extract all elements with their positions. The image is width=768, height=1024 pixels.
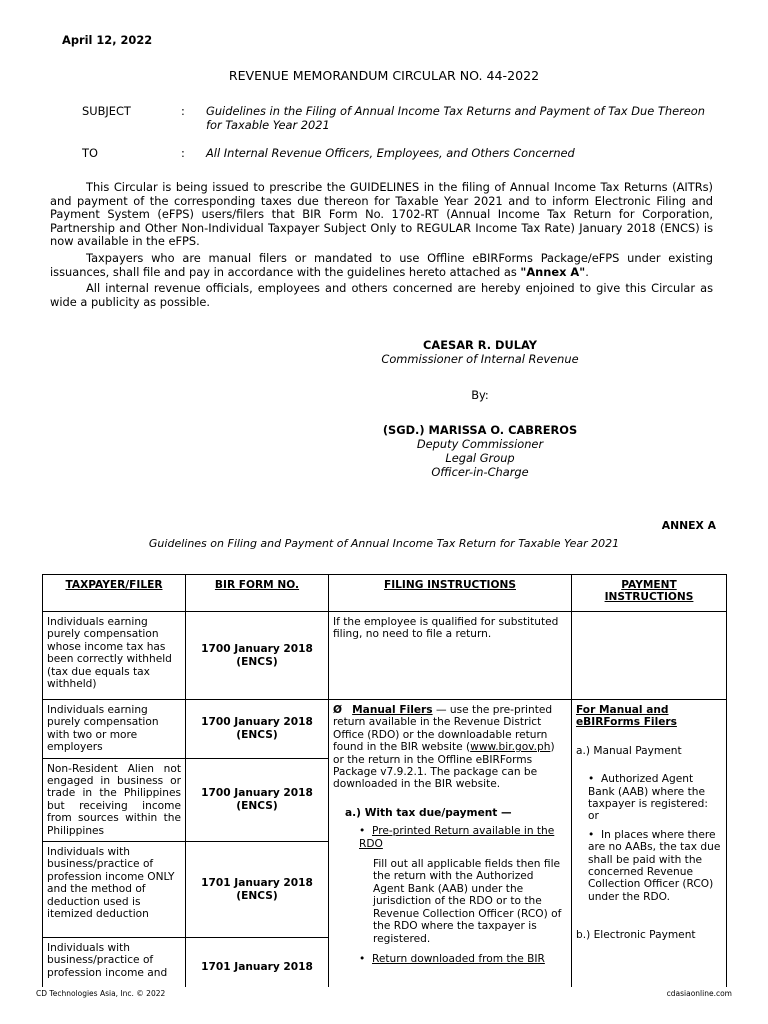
- subject-colon: :: [181, 104, 185, 118]
- commissioner-title: Commissioner of Internal Revenue: [381, 352, 579, 366]
- manual-filers-heading: Manual Filers: [352, 704, 433, 716]
- filing-cell: If the employee is qualified for substituted filing, no need to file a return.: [329, 612, 572, 700]
- footer-copyright: CD Technologies Asia, Inc. © 2022: [36, 989, 166, 998]
- payment-instructions-cell: [572, 700, 727, 988]
- bullet-icon: •: [588, 773, 595, 786]
- electronic-payment: b.) Electronic Payment: [576, 929, 696, 942]
- paragraph-2: [50, 252, 713, 279]
- to-colon: :: [181, 146, 185, 160]
- commissioner-name: CAESAR R. DULAY: [423, 338, 537, 352]
- manual-filers-item: [333, 704, 567, 791]
- to-value: All Internal Revenue Officers, Employees, and Others Concerned: [206, 146, 575, 160]
- payment-item-aab: [576, 773, 722, 823]
- filer-cell: Non-Resident Alien not engaged in business or trade in the Philippines but receiving income from sources within the Philippines: [43, 758, 186, 841]
- bullet-icon: •: [359, 952, 366, 965]
- document-date: April 12, 2022: [62, 33, 153, 47]
- subject-label: SUBJECT: [82, 104, 131, 118]
- payment-item-rco-text: In places where there are no AABs, the tax due shall be paid with the concerned Revenue Collection Officer (RCO) under the RDO.: [588, 828, 721, 903]
- table-row: [43, 612, 727, 700]
- with-tax-due-heading: a.) With tax due/payment —: [345, 806, 512, 819]
- annex-title: Guidelines on Filing and Payment of Annual Income Tax Return for Taxable Year 2021: [148, 537, 620, 550]
- deputy-signature: [340, 423, 620, 479]
- form-cell: 1700 January 2018 (ENCS): [186, 758, 329, 841]
- deputy-title-2: Legal Group: [445, 451, 515, 465]
- guidelines-table: [42, 574, 727, 987]
- payment-item-rco: [576, 829, 722, 903]
- preprinted-heading: Pre-printed Return available in the RDO: [359, 825, 555, 850]
- payment-cell: [572, 612, 727, 700]
- deputy-title-3: Officer-in-Charge: [431, 465, 529, 479]
- filer-cell: Individuals with business/practice of profession income ONLY and the method of deduction used is itemized deduction: [43, 842, 186, 938]
- preprinted-text: Fill out all applicable fields then file the return with the Authorized Agent Bank (AAB) under the jurisdiction of the RDO or to the Revenue Collection Officer (RCO) of the RDO where the taxpayer is registered.: [373, 858, 562, 945]
- bullet-icon: •: [359, 825, 366, 838]
- bullet-icon: •: [588, 828, 595, 841]
- header-taxpayer: TAXPAYER/FILER: [43, 575, 186, 612]
- to-label: TO: [82, 146, 98, 160]
- downloaded-item: [333, 953, 567, 965]
- filer-cell: Individuals earning purely compensation with two or more employers: [43, 700, 186, 759]
- header-form: BIR FORM NO.: [186, 575, 329, 612]
- form-cell: 1700 January 2018 (ENCS): [186, 700, 329, 759]
- table-row: [43, 700, 727, 759]
- paragraph-2-text: Taxpayers who are manual filers or mandated to use Offline eBIRForms Package/eFPS under existing issuances, shall file and pay in accordance with the guidelines hereto attached as: [50, 250, 713, 279]
- form-cell: 1701 January 2018 (ENCS): [186, 842, 329, 938]
- footer-site: cdasiaonline.com: [666, 989, 732, 998]
- body-text: [50, 181, 713, 309]
- payment-item-aab-text: Authorized Agent Bank (AAB) where the taxpayer is registered: or: [588, 773, 708, 823]
- paragraph-2-end: .: [585, 264, 589, 279]
- manual-filers-text: — use the pre-printed return available in the Revenue District Office (RDO) or the downloadable return found in the BIR website (: [333, 704, 553, 754]
- circular-title: REVENUE MEMORANDUM CIRCULAR NO. 44-2022: [228, 68, 540, 83]
- subject-value: Guidelines in the Filing of Annual Income Tax Returns and Payment of Tax Due Thereon for Taxable Year 2021: [206, 104, 705, 132]
- commissioner-signature: [340, 338, 620, 366]
- form-cell: 1700 January 2018 (ENCS): [186, 612, 329, 700]
- header-payment: PAYMENT INSTRUCTIONS: [572, 575, 727, 612]
- filer-cell: Individuals earning purely compensation whose income tax has been correctly withheld (tax due equals tax withheld): [43, 612, 186, 700]
- manual-filers-text-2: ) or the return in the Offline eBIRForms Package v7.9.2.1. The package can be downloaded in the BIR website.: [333, 741, 555, 791]
- annex-reference: "Annex A": [520, 264, 586, 279]
- payment-heading: For Manual and eBIRForms Filers: [576, 704, 677, 729]
- preprinted-item: [333, 825, 567, 850]
- downloaded-heading: Return downloaded from the BIR: [372, 952, 545, 965]
- paragraph-1: This Circular is being issued to prescribe the GUIDELINES in the filing of Annual Income Tax Returns (AITRs) and payment of the corresponding taxes due thereon for Taxable Year 2021 and to inform Electronic Filing and Payment System (eFPS) users/filers that BIR Form No. 1702-RT (Annual Income Tax Return for Corporation, Partnership and Other Non-Individual Taxpayer Subject Only to REGULAR Income Tax Rate) January 2018 (ENCS) is now available in the eFPS.: [50, 180, 713, 249]
- bir-website-link[interactable]: www.bir.gov.ph: [470, 741, 551, 754]
- annex-label: ANNEX A: [661, 519, 716, 532]
- by-label: By:: [471, 388, 489, 402]
- header-filing: FILING INSTRUCTIONS: [329, 575, 572, 612]
- arrow-bullet-icon: Ø: [333, 704, 343, 716]
- manual-payment: a.) Manual Payment: [576, 744, 682, 757]
- deputy-title-1: Deputy Commissioner: [416, 437, 544, 451]
- filing-instructions-cell: [329, 700, 572, 988]
- paragraph-3: All internal revenue officials, employees and others concerned are hereby enjoined to give this Circular as wide a publicity as possible.: [50, 281, 713, 309]
- deputy-name: (SGD.) MARISSA O. CABREROS: [382, 423, 578, 437]
- form-cell: 1701 January 2018: [186, 938, 329, 987]
- table-header-row: [43, 575, 727, 612]
- filer-cell: Individuals with business/practice of profession income and: [43, 938, 186, 987]
